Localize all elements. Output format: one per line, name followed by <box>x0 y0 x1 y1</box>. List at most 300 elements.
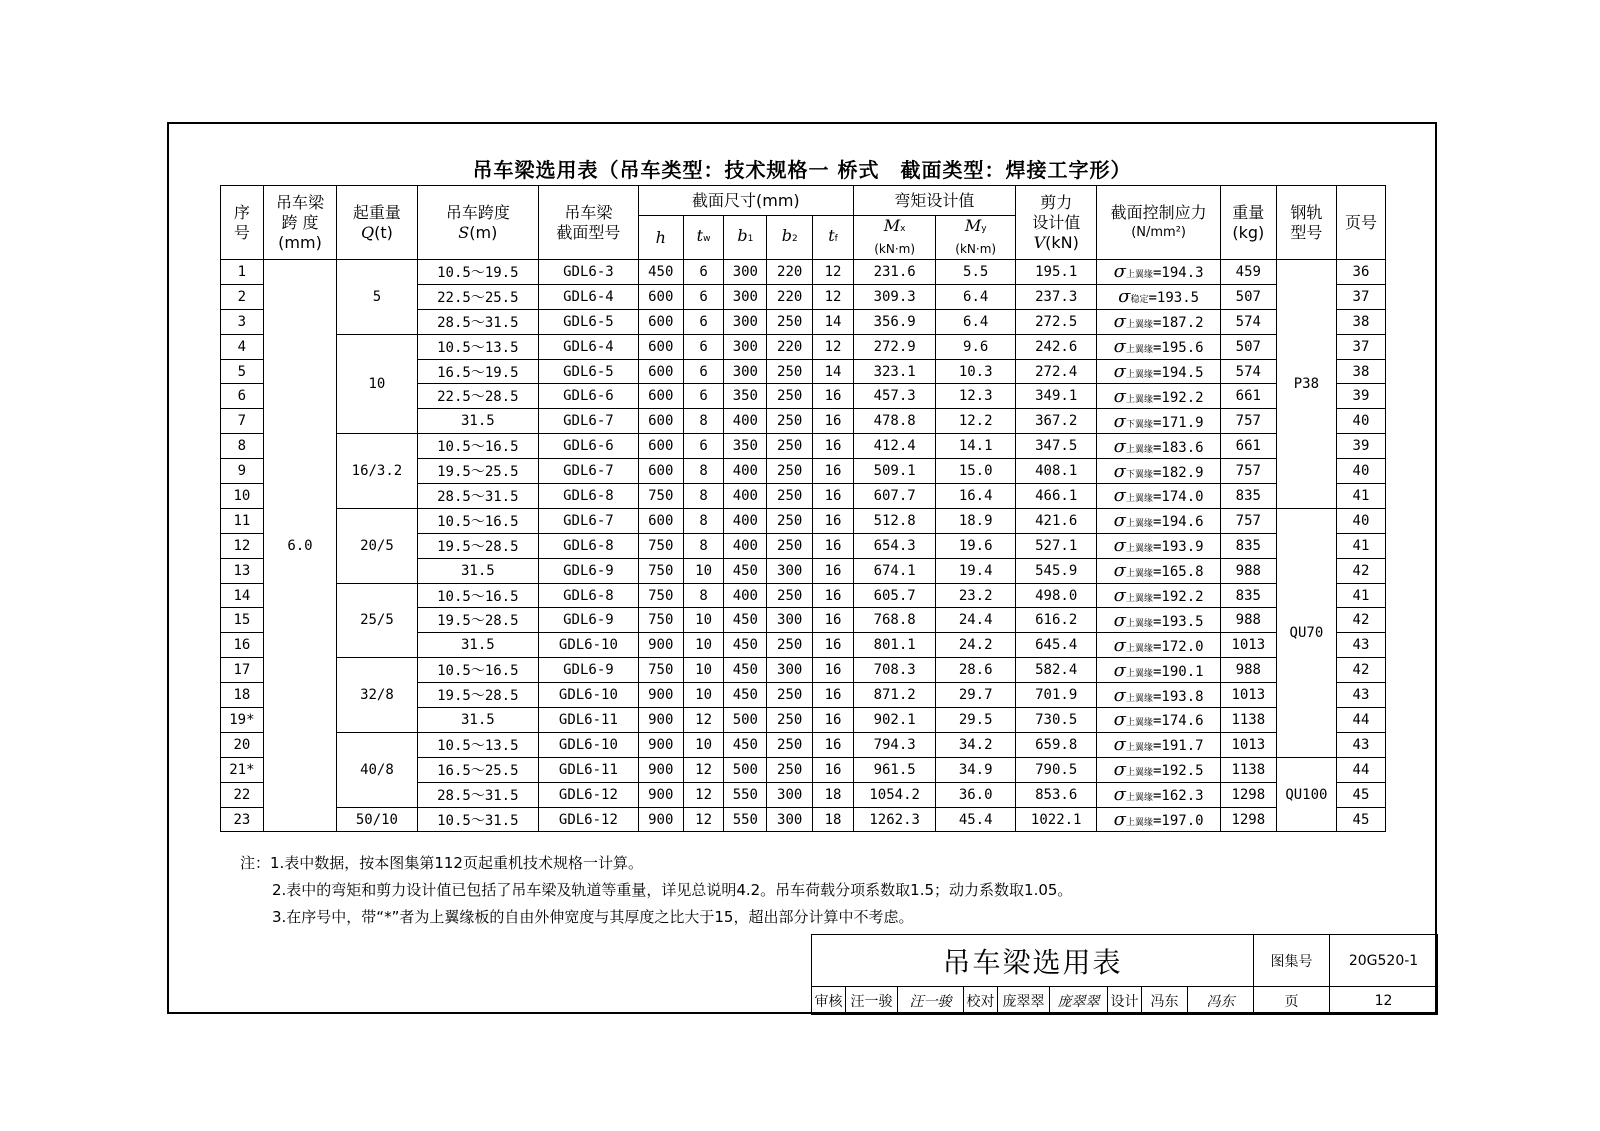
header-h: h <box>638 216 683 260</box>
stress-location: 上翼缘 <box>1125 370 1153 380</box>
cell-crane-span: 10.5～13.5 <box>417 334 538 359</box>
cell-section-type: GDL6-11 <box>538 757 638 782</box>
designer-name: 冯东 <box>1142 987 1188 1015</box>
cell-shear: 237.3 <box>1015 284 1097 309</box>
table-row <box>221 807 1386 832</box>
cell-shear: 272.5 <box>1015 309 1097 334</box>
table-row <box>221 658 1386 683</box>
cell-h: 900 <box>638 633 683 658</box>
cell-h: 750 <box>638 583 683 608</box>
cell-shear: 527.1 <box>1015 533 1097 558</box>
header-tw: tw <box>683 216 724 260</box>
cell-my: 10.3 <box>936 359 1016 384</box>
cell-tw: 12 <box>683 708 724 733</box>
header-section-dims: 截面尺寸(mm) <box>638 186 853 216</box>
cell-weight: 459 <box>1220 260 1276 285</box>
cell-crane-span: 28.5～31.5 <box>417 782 538 807</box>
cell-h: 750 <box>638 658 683 683</box>
sigma-symbol: σ <box>1113 634 1126 656</box>
cell-mx: 231.6 <box>853 260 936 285</box>
cell-page: 43 <box>1336 683 1385 708</box>
cell-tf: 16 <box>813 732 854 757</box>
cell-tf: 16 <box>813 484 854 509</box>
header-section-type: 吊车梁 截面型号 <box>538 186 638 260</box>
cell-mx: 708.3 <box>853 658 936 683</box>
sigma-symbol: σ <box>1113 385 1126 407</box>
cell-crane-span: 22.5～28.5 <box>417 384 538 409</box>
cell-mx: 801.1 <box>853 633 936 658</box>
sigma-symbol: σ <box>1113 336 1126 358</box>
cell-crane-span: 10.5～16.5 <box>417 434 538 459</box>
cell-my: 12.3 <box>936 384 1016 409</box>
cell-page: 42 <box>1336 608 1385 633</box>
cell-shear: 242.6 <box>1015 334 1097 359</box>
cell-h: 900 <box>638 807 683 832</box>
cell-b1: 300 <box>724 334 767 359</box>
stress-location: 上翼缘 <box>1125 768 1153 779</box>
cell-page: 44 <box>1336 708 1385 733</box>
sigma-symbol: σ <box>1113 560 1126 582</box>
sigma-symbol: σ <box>1113 759 1126 781</box>
table-row <box>221 334 1386 359</box>
cell-b1: 450 <box>724 558 767 583</box>
cell-crane-span: 22.5～25.5 <box>417 284 538 309</box>
sigma-symbol: σ <box>1113 460 1126 482</box>
cell-mx: 478.8 <box>853 409 936 434</box>
cell-tw: 12 <box>683 807 724 832</box>
sigma-symbol: σ <box>1113 734 1126 756</box>
cell-section-type: GDL6-4 <box>538 284 638 309</box>
cell-crane-span: 28.5～31.5 <box>417 484 538 509</box>
cell-tf: 16 <box>813 633 854 658</box>
cell-my: 14.1 <box>936 434 1016 459</box>
cell-h: 750 <box>638 484 683 509</box>
cell-shear: 853.6 <box>1015 782 1097 807</box>
cell-tf: 16 <box>813 533 854 558</box>
cell-tw: 10 <box>683 683 724 708</box>
cell-crane-span: 31.5 <box>417 409 538 434</box>
cell-h: 900 <box>638 732 683 757</box>
cell-stress <box>1097 732 1220 757</box>
cell-b2: 250 <box>767 732 813 757</box>
header-stress: 截面控制应力 (N/mm²) <box>1097 186 1220 260</box>
header-load: 起重量 Q(t) <box>337 186 418 260</box>
cell-shear: 730.5 <box>1015 708 1097 733</box>
stress-location: 上翼缘 <box>1125 494 1153 505</box>
cell-shear: 347.5 <box>1015 434 1097 459</box>
cell-tf: 14 <box>813 359 854 384</box>
cell-seq: 12 <box>221 533 264 558</box>
cell-b2: 300 <box>767 608 813 633</box>
sigma-symbol: σ <box>1113 311 1126 333</box>
cell-b2: 300 <box>767 658 813 683</box>
cell-h: 600 <box>638 359 683 384</box>
cell-weight: 1013 <box>1220 633 1276 658</box>
table-row <box>221 434 1386 459</box>
cell-page: 44 <box>1336 757 1385 782</box>
cell-stress <box>1097 459 1220 484</box>
stress-location: 上翼缘 <box>1125 320 1153 331</box>
cell-my: 34.9 <box>936 757 1016 782</box>
cell-shear: 498.0 <box>1015 583 1097 608</box>
check-label: 校对 <box>964 987 998 1015</box>
header-shear: 剪力 设计值 V(kN) <box>1015 186 1097 260</box>
cell-weight: 757 <box>1220 459 1276 484</box>
cell-span: 6.0 <box>263 260 336 832</box>
cell-b2: 250 <box>767 459 813 484</box>
cell-weight: 757 <box>1220 508 1276 533</box>
cell-b1: 450 <box>724 683 767 708</box>
cell-h: 600 <box>638 508 683 533</box>
cell-b1: 400 <box>724 484 767 509</box>
cell-b2: 250 <box>767 434 813 459</box>
stress-value: =171.9 <box>1152 414 1204 431</box>
cell-page: 41 <box>1336 583 1385 608</box>
cell-my: 28.6 <box>936 658 1016 683</box>
cell-tf: 16 <box>813 757 854 782</box>
sigma-symbol: σ <box>1113 585 1126 607</box>
cell-my: 29.5 <box>936 708 1016 733</box>
cell-b2: 250 <box>767 633 813 658</box>
cell-shear: 659.8 <box>1015 732 1097 757</box>
sigma-symbol: σ <box>1113 809 1126 831</box>
cell-shear: 582.4 <box>1015 658 1097 683</box>
cell-seq: 3 <box>221 309 264 334</box>
sigma-symbol: σ <box>1113 684 1126 706</box>
cell-b1: 400 <box>724 409 767 434</box>
sigma-symbol: σ <box>1113 485 1126 507</box>
cell-tf: 16 <box>813 558 854 583</box>
cell-seq: 4 <box>221 334 264 359</box>
cell-stress <box>1097 533 1220 558</box>
cell-seq: 8 <box>221 434 264 459</box>
cell-stress <box>1097 683 1220 708</box>
cell-b1: 300 <box>724 260 767 285</box>
stress-value: =183.6 <box>1152 439 1204 456</box>
cell-crane-span: 10.5～16.5 <box>417 658 538 683</box>
cell-page: 38 <box>1336 309 1385 334</box>
cell-stress <box>1097 608 1220 633</box>
cell-crane-span: 19.5～28.5 <box>417 608 538 633</box>
header-weight: 重量 (kg) <box>1220 186 1276 260</box>
stress-value: =192.2 <box>1152 589 1204 606</box>
cell-shear: 272.4 <box>1015 359 1097 384</box>
cell-tw: 10 <box>683 658 724 683</box>
cell-my: 5.5 <box>936 260 1016 285</box>
cell-my: 9.6 <box>936 334 1016 359</box>
cell-tw: 6 <box>683 359 724 384</box>
cell-mx: 1054.2 <box>853 782 936 807</box>
cell-tw: 6 <box>683 309 724 334</box>
cell-section-type: GDL6-10 <box>538 633 638 658</box>
table-title: 吊车梁选用表（吊车类型：技术规格一 桥式 截面类型：焊接工字形） <box>472 158 1132 182</box>
cell-tw: 8 <box>683 409 724 434</box>
cell-tw: 8 <box>683 484 724 509</box>
sigma-symbol: σ <box>1113 510 1126 532</box>
cell-crane-span: 10.5～13.5 <box>417 732 538 757</box>
cell-b2: 250 <box>767 409 813 434</box>
cell-tf: 16 <box>813 708 854 733</box>
cell-tw: 10 <box>683 608 724 633</box>
cell-seq: 23 <box>221 807 264 832</box>
cell-page: 36 <box>1336 260 1385 285</box>
header-seq: 序号 <box>221 186 264 260</box>
stress-value: =194.6 <box>1152 514 1204 531</box>
header-my: My (kN·m) <box>936 216 1016 260</box>
cell-tf: 18 <box>813 782 854 807</box>
cell-section-type: GDL6-12 <box>538 807 638 832</box>
cell-tw: 8 <box>683 459 724 484</box>
stress-location: 上翼缘 <box>1125 793 1153 804</box>
title-block <box>811 934 1437 1014</box>
cell-shear: 421.6 <box>1015 508 1097 533</box>
cell-stress <box>1097 434 1220 459</box>
cell-load: 20/5 <box>337 508 418 583</box>
cell-crane-span: 16.5～25.5 <box>417 757 538 782</box>
cell-tf: 18 <box>813 807 854 832</box>
atlas-number: 20G520-1 <box>1330 935 1438 987</box>
cell-load: 16/3.2 <box>337 434 418 509</box>
cell-weight: 1138 <box>1220 708 1276 733</box>
stress-location: 上翼缘 <box>1125 693 1153 704</box>
cell-h: 900 <box>638 782 683 807</box>
cell-stress <box>1097 260 1220 285</box>
stress-value: =165.8 <box>1152 564 1204 581</box>
cell-stress <box>1097 807 1220 832</box>
cell-seq: 9 <box>221 459 264 484</box>
stress-location: 上翼缘 <box>1125 569 1153 580</box>
cell-shear: 367.2 <box>1015 409 1097 434</box>
cell-tf: 12 <box>813 284 854 309</box>
cell-b2: 300 <box>767 558 813 583</box>
crane-beam-table <box>220 185 1386 832</box>
cell-page: 38 <box>1336 359 1385 384</box>
cell-stress <box>1097 284 1220 309</box>
stress-location: 上翼缘 <box>1125 394 1153 405</box>
cell-b2: 220 <box>767 334 813 359</box>
cell-rail: QU70 <box>1276 508 1336 757</box>
cell-h: 750 <box>638 558 683 583</box>
cell-tw: 6 <box>683 260 724 285</box>
cell-shear: 408.1 <box>1015 459 1097 484</box>
stress-location: 下翼缘 <box>1125 419 1153 430</box>
notes <box>240 850 1072 931</box>
sigma-symbol: σ <box>1118 286 1131 308</box>
cell-crane-span: 10.5～19.5 <box>417 260 538 285</box>
cell-b1: 550 <box>724 807 767 832</box>
stress-value: =193.9 <box>1152 539 1204 556</box>
note-3: 3.在序号中，带“*”者为上翼缘板的自由外伸宽度与其厚度之比大于15，超出部分计算中不考虑。 <box>272 908 914 926</box>
cell-shear: 790.5 <box>1015 757 1097 782</box>
cell-crane-span: 10.5～16.5 <box>417 508 538 533</box>
cell-mx: 309.3 <box>853 284 936 309</box>
cell-seq: 21* <box>221 757 264 782</box>
cell-page: 40 <box>1336 508 1385 533</box>
cell-section-type: GDL6-9 <box>538 608 638 633</box>
cell-my: 15.0 <box>936 459 1016 484</box>
stress-location: 上翼缘 <box>1125 643 1153 654</box>
header-crane-span: 吊车跨度 S(m) <box>417 186 538 260</box>
cell-seq: 15 <box>221 608 264 633</box>
page-number: 12 <box>1330 987 1438 1015</box>
cell-mx: 794.3 <box>853 732 936 757</box>
cell-mx: 457.3 <box>853 384 936 409</box>
cell-weight: 507 <box>1220 284 1276 309</box>
cell-b2: 250 <box>767 683 813 708</box>
stress-value: =197.0 <box>1152 813 1204 830</box>
cell-b1: 300 <box>724 284 767 309</box>
cell-b1: 400 <box>724 508 767 533</box>
cell-mx: 1262.3 <box>853 807 936 832</box>
cell-section-type: GDL6-7 <box>538 508 638 533</box>
cell-load: 10 <box>337 334 418 434</box>
cell-section-type: GDL6-8 <box>538 484 638 509</box>
cell-b1: 500 <box>724 708 767 733</box>
stress-value: =194.5 <box>1152 365 1204 381</box>
cell-b2: 250 <box>767 384 813 409</box>
cell-weight: 661 <box>1220 384 1276 409</box>
cell-my: 29.7 <box>936 683 1016 708</box>
designer-signature: 冯东 <box>1188 987 1254 1015</box>
cell-b2: 250 <box>767 359 813 384</box>
cell-shear: 466.1 <box>1015 484 1097 509</box>
cell-b1: 450 <box>724 633 767 658</box>
cell-seq: 7 <box>221 409 264 434</box>
cell-section-type: GDL6-6 <box>538 434 638 459</box>
cell-b2: 250 <box>767 309 813 334</box>
stress-value: =174.0 <box>1152 489 1204 506</box>
stress-location: 上翼缘 <box>1125 818 1153 829</box>
checker-name: 庞翠翠 <box>998 987 1050 1015</box>
header-tf: tf <box>813 216 854 260</box>
cell-h: 600 <box>638 334 683 359</box>
cell-mx: 654.3 <box>853 533 936 558</box>
cell-crane-span: 31.5 <box>417 633 538 658</box>
stress-value: =194.3 <box>1152 265 1204 282</box>
cell-h: 600 <box>638 384 683 409</box>
cell-tw: 8 <box>683 508 724 533</box>
cell-weight: 661 <box>1220 434 1276 459</box>
cell-weight: 574 <box>1220 359 1276 384</box>
cell-weight: 1298 <box>1220 782 1276 807</box>
reviewer-signature: 汪一骏 <box>898 987 964 1015</box>
cell-shear: 1022.1 <box>1015 807 1097 832</box>
page-label: 页 <box>1254 987 1330 1015</box>
cell-h: 600 <box>638 459 683 484</box>
cell-shear: 701.9 <box>1015 683 1097 708</box>
cell-h: 450 <box>638 260 683 285</box>
cell-section-type: GDL6-7 <box>538 409 638 434</box>
stress-value: =193.5 <box>1148 290 1200 307</box>
stress-value: =193.5 <box>1152 613 1204 630</box>
cell-h: 600 <box>638 284 683 309</box>
stress-value: =190.1 <box>1152 663 1204 680</box>
cell-my: 12.2 <box>936 409 1016 434</box>
cell-mx: 871.2 <box>853 683 936 708</box>
cell-my: 18.9 <box>936 508 1016 533</box>
atlas-label: 图集号 <box>1254 935 1330 987</box>
cell-weight: 507 <box>1220 334 1276 359</box>
cell-weight: 988 <box>1220 608 1276 633</box>
cell-b2: 250 <box>767 508 813 533</box>
cell-b1: 550 <box>724 782 767 807</box>
cell-stress <box>1097 508 1220 533</box>
cell-page: 45 <box>1336 807 1385 832</box>
cell-seq: 22 <box>221 782 264 807</box>
cell-weight: 1138 <box>1220 757 1276 782</box>
cell-tw: 6 <box>683 284 724 309</box>
cell-b2: 300 <box>767 782 813 807</box>
cell-crane-span: 16.5～19.5 <box>417 359 538 384</box>
stress-value: =192.2 <box>1152 389 1204 406</box>
cell-weight: 835 <box>1220 484 1276 509</box>
sigma-symbol: σ <box>1113 784 1126 806</box>
header-b1: b1 <box>724 216 767 260</box>
header-mx: Mx (kN·m) <box>853 216 936 260</box>
cell-page: 37 <box>1336 284 1385 309</box>
sigma-symbol: σ <box>1113 659 1126 681</box>
cell-b2: 220 <box>767 260 813 285</box>
stress-location: 上翼缘 <box>1125 519 1153 530</box>
cell-seq: 10 <box>221 484 264 509</box>
stress-location: 上翼缘 <box>1125 444 1153 455</box>
stress-value: =195.6 <box>1152 340 1204 357</box>
header-b2: b2 <box>767 216 813 260</box>
cell-page: 43 <box>1336 732 1385 757</box>
cell-stress <box>1097 484 1220 509</box>
stress-location: 稳定 <box>1130 295 1149 306</box>
stress-location: 上翼缘 <box>1125 270 1153 281</box>
cell-seq: 17 <box>221 658 264 683</box>
cell-tw: 10 <box>683 732 724 757</box>
stress-location: 上翼缘 <box>1125 544 1153 555</box>
cell-stress <box>1097 309 1220 334</box>
cell-page: 40 <box>1336 409 1385 434</box>
cell-page: 42 <box>1336 658 1385 683</box>
cell-weight: 988 <box>1220 658 1276 683</box>
cell-mx: 412.4 <box>853 434 936 459</box>
cell-h: 900 <box>638 708 683 733</box>
cell-section-type: GDL6-9 <box>538 558 638 583</box>
cell-tw: 12 <box>683 757 724 782</box>
table-row <box>221 260 1386 285</box>
cell-my: 16.4 <box>936 484 1016 509</box>
cell-h: 600 <box>638 434 683 459</box>
stress-value: =172.0 <box>1152 638 1204 655</box>
cell-mx: 902.1 <box>853 708 936 733</box>
cell-shear: 645.4 <box>1015 633 1097 658</box>
table-row <box>221 508 1386 533</box>
cell-tf: 16 <box>813 608 854 633</box>
cell-crane-span: 19.5～25.5 <box>417 459 538 484</box>
cell-section-type: GDL6-8 <box>538 583 638 608</box>
cell-b2: 300 <box>767 807 813 832</box>
stress-value: =187.2 <box>1152 315 1204 332</box>
stress-value: =174.6 <box>1152 713 1204 730</box>
cell-section-type: GDL6-11 <box>538 708 638 733</box>
cell-my: 24.2 <box>936 633 1016 658</box>
cell-b2: 220 <box>767 284 813 309</box>
cell-page: 43 <box>1336 633 1385 658</box>
drawing-title: 吊车梁选用表 <box>812 935 1254 987</box>
cell-crane-span: 31.5 <box>417 708 538 733</box>
stress-location: 上翼缘 <box>1125 618 1153 629</box>
cell-shear: 616.2 <box>1015 608 1097 633</box>
cell-tw: 10 <box>683 633 724 658</box>
cell-crane-span: 28.5～31.5 <box>417 309 538 334</box>
cell-my: 19.4 <box>936 558 1016 583</box>
cell-tf: 16 <box>813 434 854 459</box>
